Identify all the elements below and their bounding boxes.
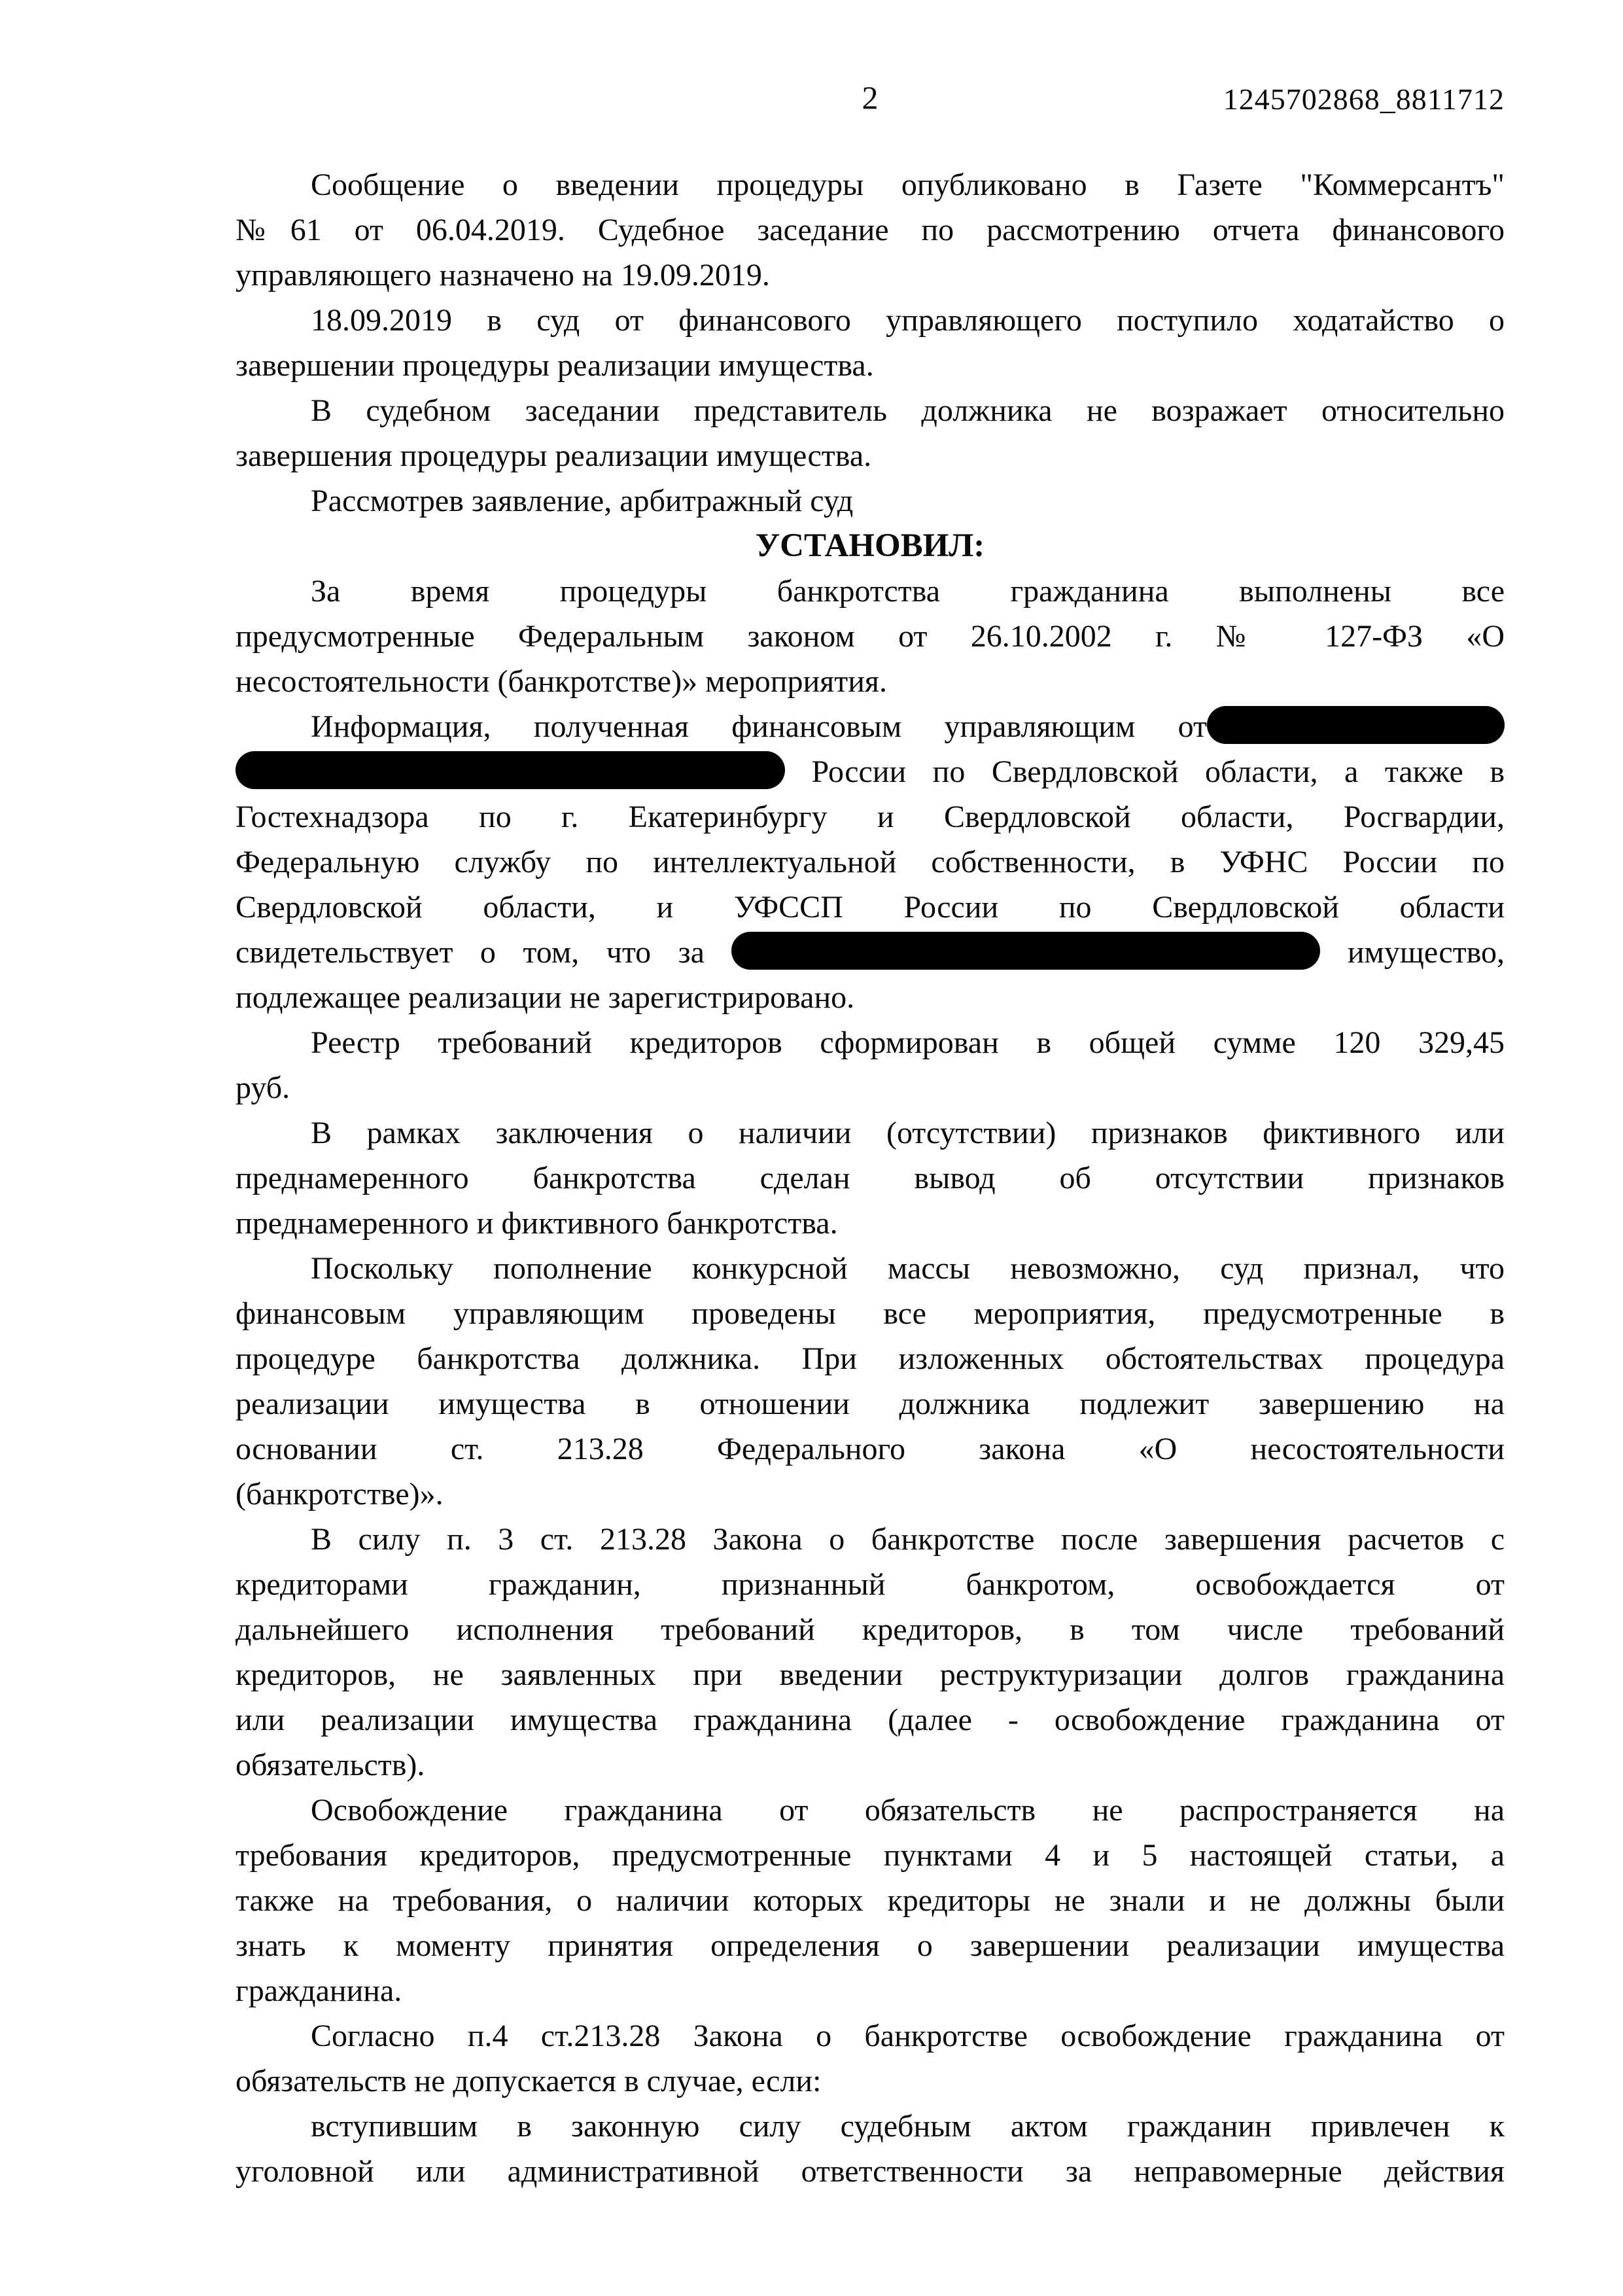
text-line: руб. — [236, 1070, 290, 1105]
text-line: завершении процедуры реализации имущества. — [236, 348, 874, 383]
redaction-bar — [236, 751, 785, 789]
text-line: Сообщение о введении процедуры опубликовано в Газете "Коммерсантъ" — [311, 168, 1505, 202]
text-line: Согласно п.4 ст.213.28 Закона о банкротстве освобождение гражданина от — [311, 2019, 1505, 2053]
text-line: преднамеренного банкротства сделан вывод об отсутствии признаков — [236, 1161, 1505, 1195]
text-line: предусмотренные Федеральным законом от 26.10.2002 г. № 127-ФЗ «О — [236, 619, 1505, 654]
text-line: В судебном заседании представитель должника не возражает относительно — [311, 393, 1505, 428]
text-line: Свердловской области, и УФССП России по Свердловской области — [236, 890, 1505, 925]
text-line: завершения процедуры реализации имущества. — [236, 438, 872, 473]
text-line: В силу п. 3 ст. 213.28 Закона о банкротстве после завершения расчетов с — [311, 1522, 1505, 1557]
text-line: Гостехнадзора по г. Екатеринбургу и Свердловской области, Росгвардии, — [236, 800, 1505, 834]
text-line: обязательств не допускается в случае, если: — [236, 2064, 822, 2098]
text-line: подлежащее реализации не зарегистрировано. — [236, 980, 855, 1015]
text-line: 18.09.2019 в суд от финансового управляющего поступило ходатайство о — [311, 303, 1505, 338]
text-line: В рамках заключения о наличии (отсутствии) признаков фиктивного или — [311, 1116, 1505, 1150]
text-line: Поскольку пополнение конкурсной массы невозможно, суд признал, что — [311, 1251, 1505, 1286]
paragraph — [236, 1110, 1505, 1246]
text-line: Рассмотрев заявление, арбитражный суд — [311, 484, 854, 518]
text-line: №61 от 06.04.2019. Судебное заседание по рассмотрению отчета финансового — [236, 213, 1505, 247]
text-line: реализации имущества в отношении должника подлежит завершению на — [236, 1386, 1505, 1421]
paragraph — [236, 1246, 1505, 1517]
text-line: Освобождение гражданина от обязательств не распространяется на — [311, 1793, 1505, 1828]
paragraph — [236, 298, 1505, 388]
paragraph — [236, 1788, 1505, 2013]
text-line: или реализации имущества гражданина (далее - освобождение гражданина от — [236, 1703, 1505, 1737]
text-line: процедуре банкротства должника. При изложенных обстоятельствах процедура — [236, 1341, 1505, 1376]
paragraph — [236, 569, 1505, 704]
text-line: обязательств). — [236, 1748, 425, 1782]
redaction-bar — [731, 932, 1320, 970]
text-line: вступившим в законную силу судебным актом гражданин привлечен к — [311, 2109, 1505, 2144]
text-line: уголовной или административной ответственности за неправомерные действия — [236, 2154, 1505, 2189]
text-line: Информация, полученная финансовым управляющим от — [236, 704, 1505, 749]
text-line: управляющего назначено на 19.09.2019. — [236, 258, 770, 292]
text-line: гражданина. — [236, 1973, 402, 2008]
text-line: финансовым управляющим проведены все мероприятия, предусмотренные в — [236, 1296, 1505, 1331]
text-line: Реестр требований кредиторов сформирован в общей сумме 120 329,45 — [311, 1025, 1505, 1060]
document-id: 1245702868_8811712 — [1223, 82, 1505, 116]
text-line: преднамеренного и фиктивного банкротства. — [236, 1206, 838, 1241]
text-line: За время процедуры банкротства гражданина выполнены все — [311, 574, 1505, 609]
text-line: требования кредиторов, предусмотренные пунктами 4 и 5 настоящей статьи, а — [236, 1838, 1505, 1873]
paragraph — [236, 2013, 1505, 2104]
paragraph — [236, 704, 1505, 1020]
paragraph — [236, 1020, 1505, 1110]
text-line: также на требования, о наличии которых кредиторы не знали и не должны были — [236, 1883, 1505, 1918]
paragraph — [236, 2104, 1505, 2194]
paragraph — [236, 162, 1505, 298]
text-line: знать к моменту принятия определения о завершении реализации имущества — [236, 1928, 1505, 1963]
paragraph — [236, 478, 1505, 523]
text-line: кредиторами гражданин, признанный банкротом, освобождается от — [236, 1567, 1505, 1602]
text-line: свидетельствует о том, что за имущество, — [236, 930, 1505, 975]
section-heading: УСТАНОВИЛ: — [755, 527, 985, 564]
text-line: дальнейшего исполнения требований кредиторов, в том числе требований — [236, 1612, 1505, 1647]
paragraph — [236, 388, 1505, 478]
text-line: основании ст. 213.28 Федерального закона «О несостоятельности — [236, 1432, 1505, 1466]
page-header — [236, 77, 1505, 130]
document-body — [236, 162, 1505, 2194]
page-number: 2 — [862, 79, 879, 116]
text-line: (банкротстве)». — [236, 1477, 444, 1511]
paragraph — [236, 1517, 1505, 1788]
text-line: Федеральную службу по интеллектуальной собственности, в УФНС России по — [236, 845, 1505, 879]
redaction-bar — [1207, 706, 1505, 744]
text-line: несостоятельности (банкротстве)» мероприятия. — [236, 664, 887, 699]
text-line: кредиторов, не заявленных при введении реструктуризации долгов гражданина — [236, 1657, 1505, 1692]
text-line: России по Свердловской области, а также в — [236, 749, 1505, 794]
